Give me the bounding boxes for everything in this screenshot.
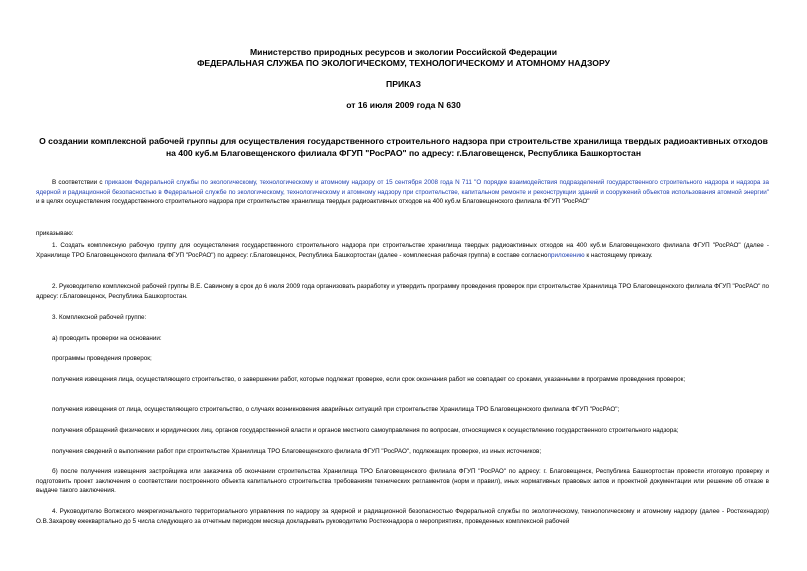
item-2-paragraph: 2. Руководителю комплексной рабочей группы В.Е. Савиному в срок до 6 июля 2009 года организовать разработку и утвердить программу проведения проверок при строительстве Хранилища ТРО Благовещенского филиала ФГУП "РосРАО" по адресу: г.Благовещенск, Республика Башкортостан. bbox=[36, 283, 769, 300]
item-3b-paragraph: б) после получения извещения застройщика или заказчика об окончании строительства Хранилища ТРО Благовещенского филиала ФГУП "РосРАО" по адресу: г. Благовещенск, Республика Башкортостан провести итоговую проверку и подготовить проект заключения о соответствии построенного объекта капитального строительства требованиям технических регламентов (норм и правил), иных нормативных правовых актов и проектной документации или решение об отказе в выдаче такого заключения. bbox=[36, 468, 769, 495]
item-1-text-end: к настоящему приказу. bbox=[584, 251, 653, 259]
item-1-text-start: 1. Создать комплексную рабочую группу для осуществления государственного строительного надзора при строительстве хранилища твердых радиоактивных отходов на 400 куб.м Благовещенского филиала ФГУП "РосРАО" (далее - Хранилище ТРО Благовещенского филиала ФГУП "РосРАО") по адресу: г.Благовещенск, Республика Башкортостан (далее - комплексная рабочая группа) в составе согласно bbox=[36, 242, 769, 259]
preamble-paragraph bbox=[36, 178, 769, 207]
document-date-number: от 16 июля 2009 года N 630 bbox=[346, 100, 461, 110]
order-711-link[interactable]: приказом Федеральной службы по экологическому, технологическому и атомному надзору от 15 сентября 2008 года N 711 "О порядке взаимодействия подразделений государственного строительного надзора и надзора за ядерной и радиационной безопасностью в Федеральной службе по экологическому, технологическому и атомному надзору при строительстве, капитальном ремонте и реконструкции зданий и сооружений объектов использования атомной энергии" bbox=[36, 179, 770, 196]
service-heading: ФЕДЕРАЛЬНАЯ СЛУЖБА ПО ЭКОЛОГИЧЕСКОМУ, ТЕХНОЛОГИЧЕСКОМУ И АТОМНОМУ НАДЗОРУ bbox=[197, 58, 610, 68]
item-3a-point-3: получения извещения от лица, осуществляющего строительство, о случаях возникновения аварийных ситуаций при строительстве Хранилища ТРО Благовещенского филиала ФГУП "РосРАО"; bbox=[52, 406, 620, 413]
document-type: ПРИКАЗ bbox=[386, 79, 421, 89]
appendix-link[interactable]: приложению bbox=[547, 251, 585, 259]
ministry-heading: Министерство природных ресурсов и экологии Российской Федерации bbox=[250, 47, 557, 57]
item-3a-paragraph: а) проводить проверки на основании: bbox=[52, 335, 162, 342]
preamble-text-end: и в целях осуществления государственного строительного надзора при строительстве хранилища твердых радиоактивных отходов на 400 куб.м Благовещенского филиала ФГУП "РосРАО" bbox=[36, 198, 590, 206]
item-3-paragraph: 3. Комплексной рабочей группе: bbox=[52, 314, 147, 321]
preamble-text-start: В соответствии с bbox=[52, 179, 105, 186]
item-3a-point-5: получения сведений о выполнении работ при строительстве Хранилища ТРО Благовещенского филиала ФГУП "РосРАО", подлежащих проверке, из иных источников; bbox=[52, 448, 542, 455]
item-3a-point-4: получения обращений физических и юридических лиц, органов государственной власти и органов местного самоуправления по вопросам, относящимся к осуществлению государственного строительного надзора; bbox=[52, 427, 679, 434]
item-1-paragraph bbox=[36, 241, 769, 260]
item-3a-point-1: программы проведения проверок; bbox=[52, 355, 152, 362]
document-title: О создании комплексной рабочей группы для осуществления государственного строительного надзора при строительстве хранилища твердых радиоактивных отходов на 400 куб.м Благовещенского филиала ФГУП "РосРАО" по адресу: г.Благовещенск, Республика Башкортостан bbox=[39, 136, 768, 158]
item-3a-point-2: получения извещения лица, осуществляющего строительство, о завершении работ, которые подлежат проверке, если срок окончания работ не совпадает со сроками, указанными в программе проведения проверок; bbox=[52, 376, 686, 383]
item-4-paragraph: 4. Руководителю Волжского межрегионального территориального управления по надзору за ядерной и радиационной безопасностью Федеральной службы по экологическому, технологическому и атомному надзору (далее - Ростехнадзор) О.В.Захарову ежеквартально до 5 числа следующего за отчетным периодом месяца докладывать руководителю Ростехнадзора о мероприятиях, проведенных комплексной рабочей bbox=[36, 508, 769, 525]
order-word: приказываю: bbox=[36, 230, 74, 237]
